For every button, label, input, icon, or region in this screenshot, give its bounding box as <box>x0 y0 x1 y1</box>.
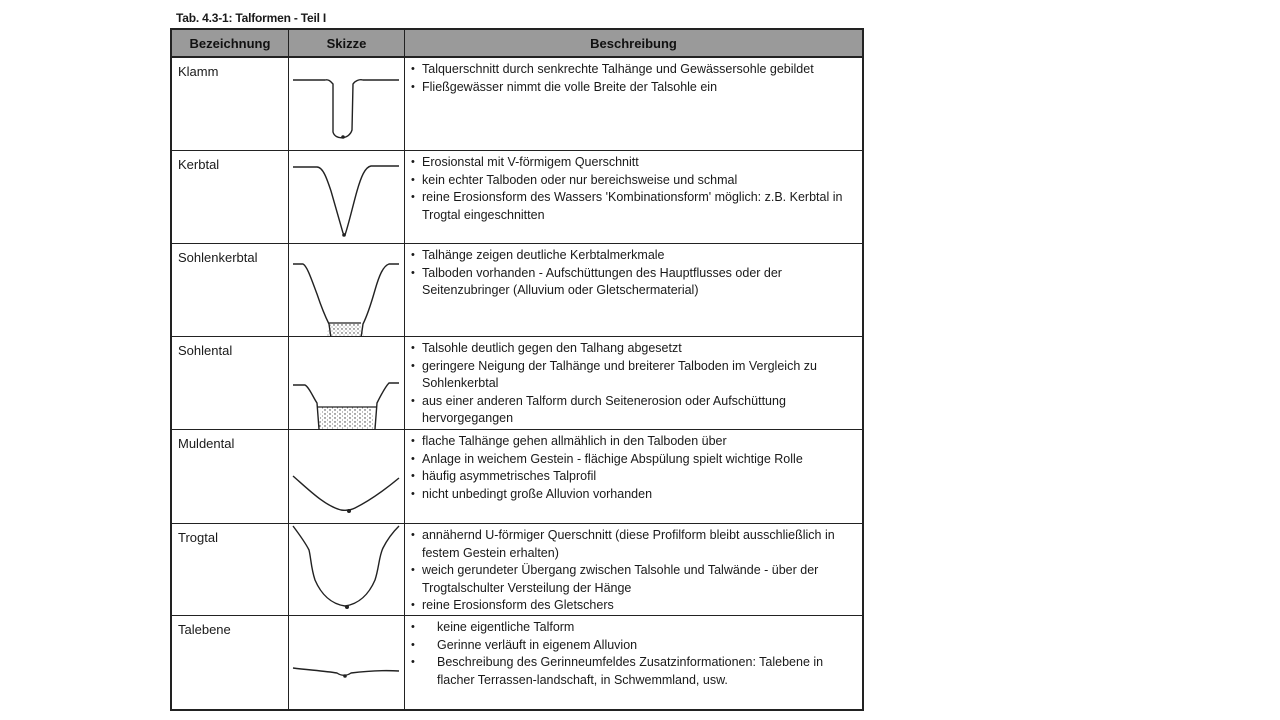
table-row <box>172 244 862 337</box>
header-name: Bezeichnung <box>172 30 289 56</box>
trogtal-profile-sketch <box>289 524 405 615</box>
description-bullet: • Gerinne verläuft in eigenem Alluvion <box>411 637 858 655</box>
kerbtal-profile-sketch <box>289 151 405 243</box>
table-row <box>172 616 862 709</box>
description-bullet: • annähernd U-förmiger Querschnitt (diese Profilform bleibt ausschließlich in festem Gestein erhalten) <box>411 527 858 562</box>
row-description <box>405 151 862 243</box>
description-bullet: • flache Talhänge gehen allmählich in den Talboden über <box>411 433 858 451</box>
table-caption: Tab. 4.3-1: Talformen - Teil I <box>176 11 327 25</box>
description-bullet: • geringere Neigung der Talhänge und breiterer Talboden im Vergleich zu Sohlenkerbtal <box>411 358 858 393</box>
description-bullet: • nicht unbedingt große Alluvion vorhanden <box>411 486 858 504</box>
table-row <box>172 151 862 244</box>
description-bullet: • keine eigentliche Talform <box>411 619 858 637</box>
description-bullet: • Beschreibung des Gerinneumfeldes Zusatzinformationen: Talebene in flacher Terrassen-landschaft, in Schwemmland, usw. <box>411 654 858 689</box>
description-bullet: • reine Erosionsform des Wassers 'Kombinationsform' möglich: z.B. Kerbtal in Trogtal eingeschnitten <box>411 189 858 224</box>
description-bullet: • Talquerschnitt durch senkrechte Talhänge und Gewässersohle gebildet <box>411 61 858 79</box>
description-bullet: • reine Erosionsform des Gletschers <box>411 597 858 615</box>
sohlenkerbtal-profile-sketch <box>289 244 405 336</box>
row-description <box>405 524 862 615</box>
row-name: Kerbtal <box>172 151 289 243</box>
talebene-profile-sketch <box>289 616 405 709</box>
header-description: Beschreibung <box>590 35 677 51</box>
description-bullet: • Talhänge zeigen deutliche Kerbtalmerkmale <box>411 247 858 265</box>
row-description <box>405 337 862 429</box>
description-bullet: • Erosionstal mit V-förmigem Querschnitt <box>411 154 858 172</box>
description-bullet: • weich gerundeter Übergang zwischen Talsohle und Talwände - über der Trogtalschulter Versteilung der Hänge <box>411 562 858 597</box>
row-name: Klamm <box>172 58 289 150</box>
klamm-profile-sketch <box>289 58 405 150</box>
row-description <box>405 616 862 709</box>
table-row <box>172 337 862 430</box>
row-name: Muldental <box>172 430 289 523</box>
row-name: Talebene <box>172 616 289 709</box>
row-description <box>405 244 862 336</box>
sohlental-profile-sketch <box>289 337 405 429</box>
table-row <box>172 430 862 524</box>
row-description <box>405 430 862 523</box>
description-bullet: • Talboden vorhanden - Aufschüttungen des Hauptflusses oder der Seitenzubringer (Alluvium oder Gletschermaterial) <box>411 265 858 300</box>
table-row <box>172 524 862 616</box>
table-row <box>172 58 862 151</box>
muldental-profile-sketch <box>289 430 405 523</box>
description-bullet: • Anlage in weichem Gestein - flächige Abspülung spielt wichtige Rolle <box>411 451 858 469</box>
valley-forms-table <box>170 28 864 711</box>
row-name: Trogtal <box>172 524 289 615</box>
row-description <box>405 58 862 150</box>
header-sketch: Skizze <box>289 30 405 56</box>
row-name: Sohlenkerbtal <box>172 244 289 336</box>
description-bullet: • kein echter Talboden oder nur bereichsweise und schmal <box>411 172 858 190</box>
description-bullet: • aus einer anderen Talform durch Seitenerosion oder Aufschüttung hervorgegangen <box>411 393 858 428</box>
description-bullet: • Talsohle deutlich gegen den Talhang abgesetzt <box>411 340 858 358</box>
description-bullet: • häufig asymmetrisches Talprofil <box>411 468 858 486</box>
table-header <box>172 30 862 58</box>
row-name: Sohlental <box>172 337 289 429</box>
description-bullet: • Fließgewässer nimmt die volle Breite der Talsohle ein <box>411 79 858 97</box>
